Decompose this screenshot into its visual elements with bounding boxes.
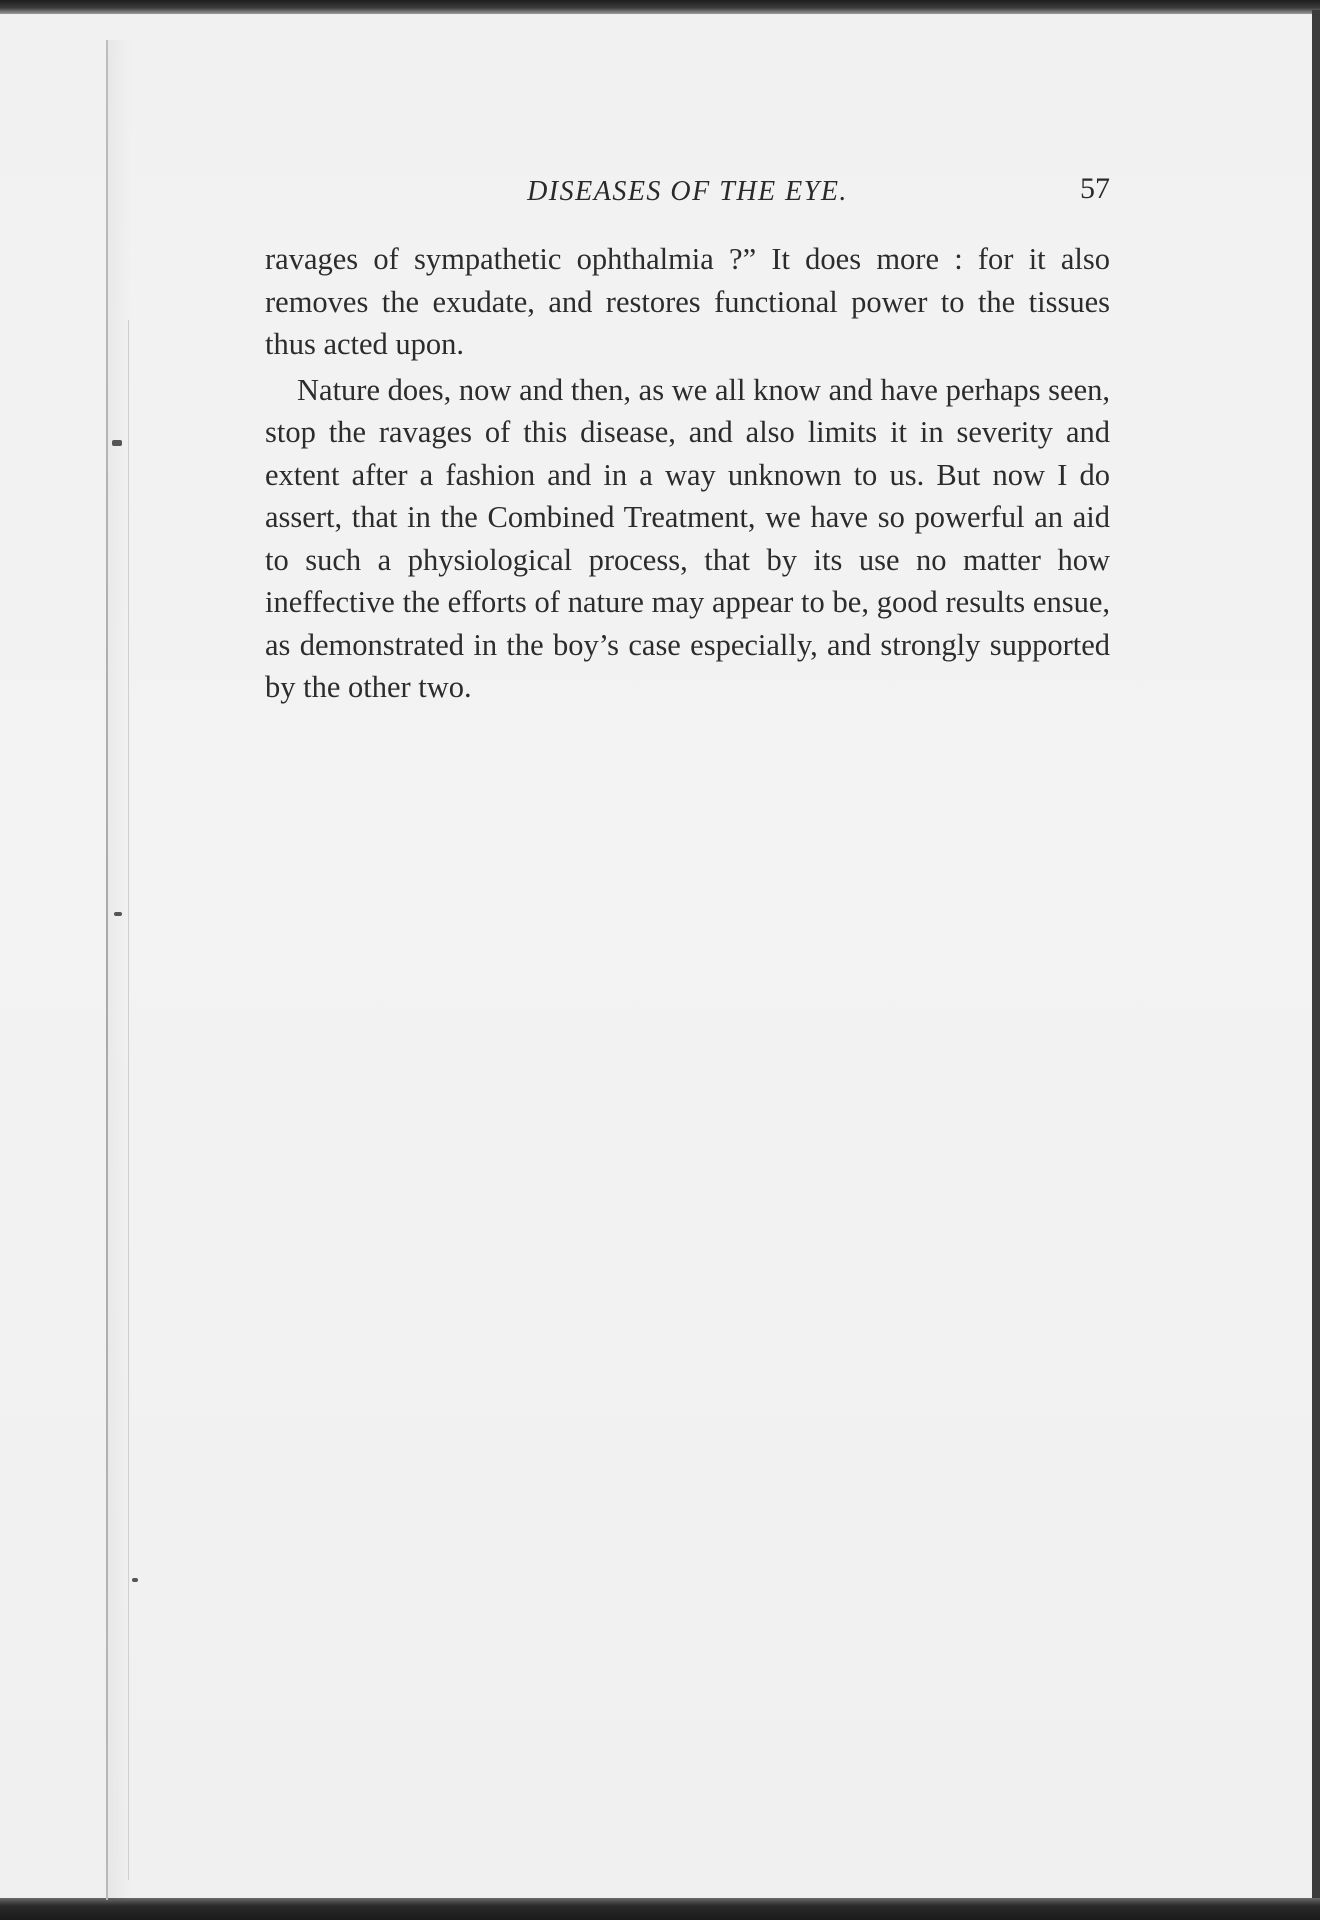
scan-top-edge [0, 0, 1320, 14]
paragraph: ravages of sympathetic ophthalmia ?” It does more : for it also removes the exudate, and restores functional power to the tissues thus acted upon. [265, 242, 1110, 361]
scan-bottom-edge [0, 1898, 1320, 1920]
body-text [265, 238, 1110, 709]
binding-gutter-line [106, 40, 108, 1900]
binding-inner-line [128, 320, 129, 1880]
page-number: 57 [1080, 172, 1110, 205]
binding-stitch [112, 440, 122, 446]
binding-stitch [114, 912, 122, 916]
paragraph: Nature does, now and then, as we all know and have perhaps seen, stop the ravages of this disease, and also limits it in severity and extent after a fashion and in a way unknown to us. But now I do assert, that in the Combined Treatment, we have so powerful an aid to such a physiological process, that by its use no matter how ineffective the efforts of nature may appear to be, good results ensue, as demonstrated in the boy’s case especially, and strongly supported by the other two. [265, 372, 1110, 704]
binding-stitch [132, 1578, 138, 1582]
running-head [265, 172, 1110, 212]
scan-right-edge [1312, 10, 1320, 1900]
running-head-title: DISEASES OF THE EYE. [527, 176, 848, 207]
